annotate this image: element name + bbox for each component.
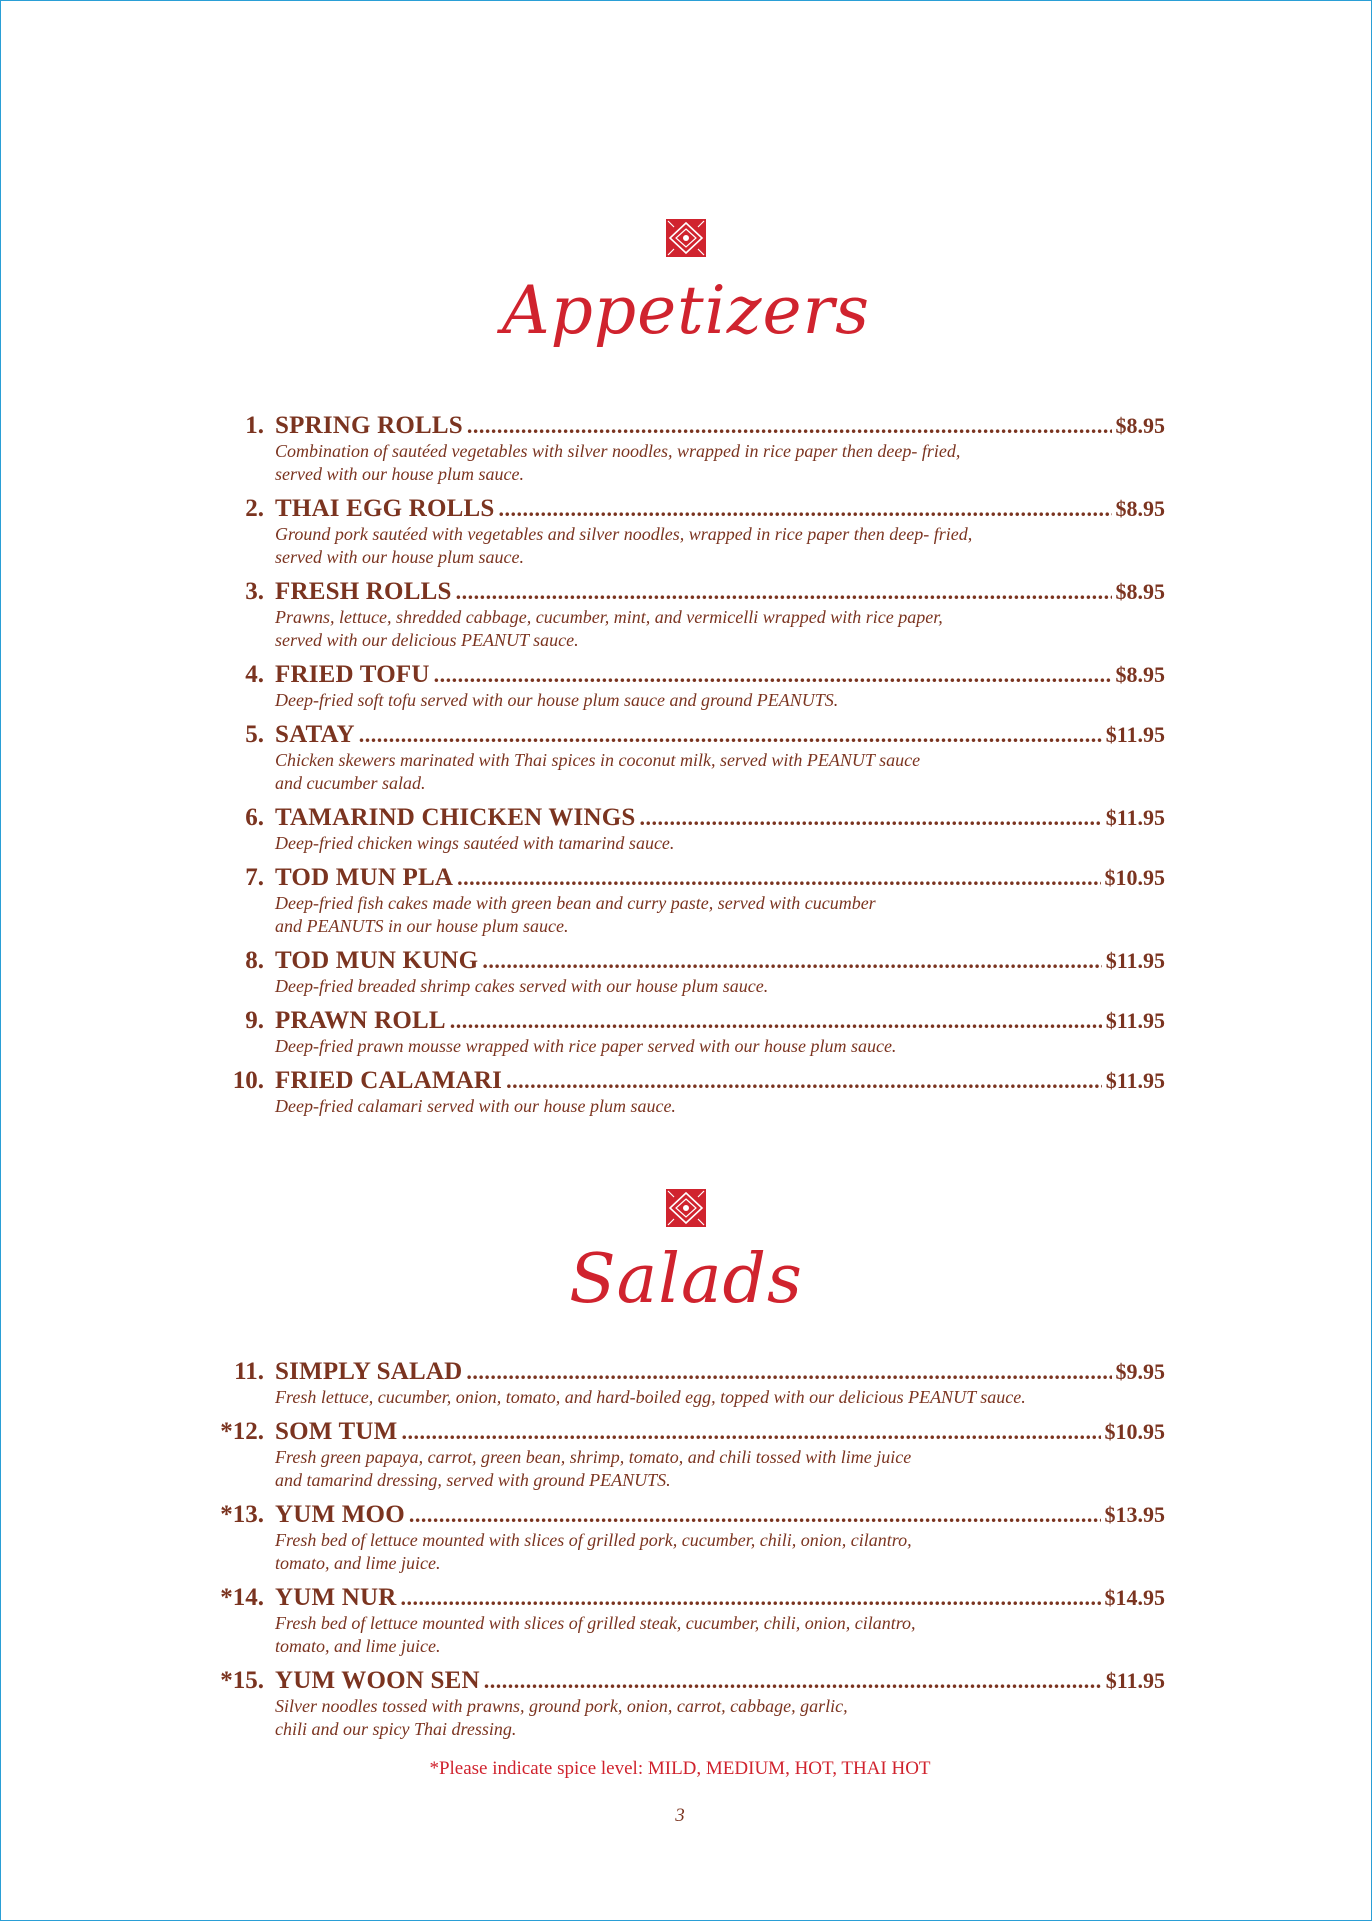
- item-number: 1.: [245, 412, 264, 439]
- item-title-row: [275, 494, 1165, 524]
- item-description-line: Deep-fried soft tofu served with our house plum sauce and ground PEANUTS.: [275, 690, 839, 710]
- item-title-row: [275, 1357, 1165, 1387]
- item-price: $10.95: [1104, 1419, 1165, 1444]
- item-title-row: [275, 660, 1165, 690]
- item-price: $8.95: [1115, 496, 1165, 521]
- item-number: 6.: [245, 804, 264, 831]
- item-description: [275, 523, 1175, 569]
- item-description: [275, 440, 1175, 486]
- item-price: $11.95: [1105, 722, 1165, 747]
- dot-leader: [466, 1357, 1111, 1387]
- item-name: SATAY: [275, 721, 355, 748]
- dot-leader: [457, 863, 1100, 893]
- item-description: [275, 1446, 1175, 1492]
- menu-item: [0, 660, 1372, 720]
- item-number: 5.: [245, 721, 264, 748]
- item-description-line: Ground pork sautéed with vegetables and silver noodles, wrapped in rice paper then deep- fried,: [275, 524, 973, 544]
- item-title-row: [275, 946, 1165, 976]
- item-description: [275, 1695, 1175, 1741]
- appetizers-list: [0, 411, 1372, 1126]
- item-title-row: [275, 1066, 1165, 1096]
- item-description: [275, 1095, 1175, 1118]
- menu-item: [0, 946, 1372, 1006]
- item-description-line: tomato, and lime juice.: [275, 1553, 441, 1573]
- item-description-line: served with our house plum sauce.: [275, 547, 524, 567]
- item-description: [275, 689, 1175, 712]
- menu-item: [0, 1500, 1372, 1583]
- menu-item: [0, 803, 1372, 863]
- item-title-row: [275, 411, 1165, 441]
- item-description-line: Deep-fried breaded shrimp cakes served with our house plum sauce.: [275, 976, 769, 996]
- item-title-row: [275, 1666, 1165, 1696]
- item-price: $14.95: [1104, 1585, 1165, 1610]
- item-name: FRIED CALAMARI: [275, 1067, 503, 1094]
- item-description: [275, 832, 1175, 855]
- item-name: YUM NUR: [275, 1584, 397, 1611]
- item-number: 7.: [245, 864, 264, 891]
- dot-leader: [506, 1066, 1102, 1096]
- item-price: $10.95: [1104, 865, 1165, 890]
- dot-leader: [499, 494, 1112, 524]
- item-description-line: and cucumber salad.: [275, 773, 426, 793]
- item-number: 10.: [232, 1067, 264, 1094]
- item-description: [275, 606, 1175, 652]
- dot-leader: [639, 803, 1101, 833]
- item-name: FRIED TOFU: [275, 661, 430, 688]
- menu-item: [0, 1066, 1372, 1126]
- item-description-line: chili and our spicy Thai dressing.: [275, 1719, 517, 1739]
- item-description: [275, 1529, 1175, 1575]
- menu-item: [0, 1357, 1372, 1417]
- menu-item: [0, 1666, 1372, 1749]
- spice-level-note: *Please indicate spice level: MILD, MEDIUM, HOT, THAI HOT: [429, 1758, 931, 1779]
- section-title-salads: Salads: [569, 1240, 803, 1319]
- item-title-row: [275, 577, 1165, 607]
- item-title-row: [275, 1417, 1165, 1447]
- item-name: TOD MUN PLA: [275, 864, 454, 891]
- item-price: $11.95: [1105, 1668, 1165, 1693]
- item-title-row: [275, 863, 1165, 893]
- dot-leader: [434, 660, 1112, 690]
- item-description: [275, 892, 1175, 938]
- item-description-line: Fresh bed of lettuce mounted with slices of grilled steak, cucumber, chili, onion, cilantro,: [275, 1613, 916, 1633]
- item-name: YUM WOON SEN: [275, 1667, 480, 1694]
- menu-item: [0, 577, 1372, 660]
- item-description-line: Fresh green papaya, carrot, green bean, shrimp, tomato, and chili tossed with lime juice: [275, 1447, 912, 1467]
- item-description-line: Combination of sautéed vegetables with silver noodles, wrapped in rice paper then deep- fried,: [275, 441, 961, 461]
- menu-item: [0, 720, 1372, 803]
- section-title-appetizers: Appetizers: [501, 272, 871, 349]
- item-number: *15.: [220, 1667, 264, 1694]
- item-number: 4.: [245, 661, 264, 688]
- item-description-line: Deep-fried prawn mousse wrapped with rice paper served with our house plum sauce.: [275, 1036, 897, 1056]
- item-title-row: [275, 1583, 1165, 1613]
- item-title-row: [275, 1500, 1165, 1530]
- item-description: [275, 1612, 1175, 1658]
- dot-leader: [401, 1417, 1100, 1447]
- item-name: FRESH ROLLS: [275, 578, 452, 605]
- item-number: 9.: [245, 1007, 264, 1034]
- item-description-line: Deep-fried chicken wings sautéed with tamarind sauce.: [275, 833, 675, 853]
- item-price: $11.95: [1105, 1068, 1165, 1093]
- item-description: [275, 749, 1175, 795]
- dot-leader: [456, 577, 1112, 607]
- dot-leader: [482, 946, 1101, 976]
- item-number: 11.: [234, 1358, 264, 1385]
- item-description: [275, 1035, 1175, 1058]
- item-number: 8.: [245, 947, 264, 974]
- item-name: TOD MUN KUNG: [275, 947, 479, 974]
- thai-pattern-icon: [666, 219, 706, 257]
- item-description: [275, 975, 1175, 998]
- item-price: $8.95: [1115, 413, 1165, 438]
- dot-leader: [359, 720, 1102, 750]
- item-description-line: tomato, and lime juice.: [275, 1636, 441, 1656]
- menu-item: [0, 1417, 1372, 1500]
- item-price: $13.95: [1104, 1502, 1165, 1527]
- item-description-line: Fresh lettuce, cucumber, onion, tomato, and hard-boiled egg, topped with our delicious PEANUT sauce.: [275, 1387, 1026, 1407]
- item-description-line: Deep-fried fish cakes made with green bean and curry paste, served with cucumber: [275, 893, 876, 913]
- item-name: TAMARIND CHICKEN WINGS: [275, 804, 636, 831]
- item-name: SIMPLY SALAD: [275, 1358, 463, 1385]
- item-number: *14.: [220, 1584, 264, 1611]
- item-price: $8.95: [1115, 662, 1165, 687]
- thai-pattern-icon: [666, 1189, 706, 1227]
- item-name: SOM TUM: [275, 1418, 398, 1445]
- menu-item: [0, 411, 1372, 494]
- item-name: THAI EGG ROLLS: [275, 495, 495, 522]
- item-title-row: [275, 720, 1165, 750]
- dot-leader: [409, 1500, 1101, 1530]
- item-description-line: Silver noodles tossed with prawns, ground pork, onion, carrot, cabbage, garlic,: [275, 1696, 848, 1716]
- item-price: $8.95: [1115, 579, 1165, 604]
- menu-item: [0, 1006, 1372, 1066]
- item-description-line: Prawns, lettuce, shredded cabbage, cucumber, mint, and vermicelli wrapped with rice paper,: [275, 607, 943, 627]
- dot-leader: [401, 1583, 1101, 1613]
- item-name: PRAWN ROLL: [275, 1007, 446, 1034]
- menu-item: [0, 1583, 1372, 1666]
- menu-item: [0, 863, 1372, 946]
- item-description-line: Fresh bed of lettuce mounted with slices of grilled pork, cucumber, chili, onion, cilantro,: [275, 1530, 912, 1550]
- item-title-row: [275, 803, 1165, 833]
- item-description-line: served with our house plum sauce.: [275, 464, 524, 484]
- item-name: SPRING ROLLS: [275, 412, 463, 439]
- item-description-line: and tamarind dressing, served with ground PEANUTS.: [275, 1470, 671, 1490]
- item-price: $11.95: [1105, 1008, 1165, 1033]
- item-title-row: [275, 1006, 1165, 1036]
- item-price: $9.95: [1115, 1359, 1165, 1384]
- item-price: $11.95: [1105, 805, 1165, 830]
- item-description-line: Chicken skewers marinated with Thai spices in coconut milk, served with PEANUT sauce: [275, 750, 921, 770]
- item-number: 2.: [245, 495, 264, 522]
- item-description-line: and PEANUTS in our house plum sauce.: [275, 916, 569, 936]
- page-number: 3: [675, 1805, 685, 1826]
- item-number: 3.: [245, 578, 264, 605]
- menu-item: [0, 494, 1372, 577]
- dot-leader: [467, 411, 1112, 441]
- item-name: YUM MOO: [275, 1501, 405, 1528]
- dot-leader: [450, 1006, 1102, 1036]
- item-description-line: served with our delicious PEANUT sauce.: [275, 630, 579, 650]
- item-description: [275, 1386, 1175, 1409]
- item-description-line: Deep-fried calamari served with our house plum sauce.: [275, 1096, 676, 1116]
- salads-list: [0, 1357, 1372, 1749]
- item-price: $11.95: [1105, 948, 1165, 973]
- item-number: *13.: [220, 1501, 264, 1528]
- item-number: *12.: [220, 1418, 264, 1445]
- dot-leader: [484, 1666, 1102, 1696]
